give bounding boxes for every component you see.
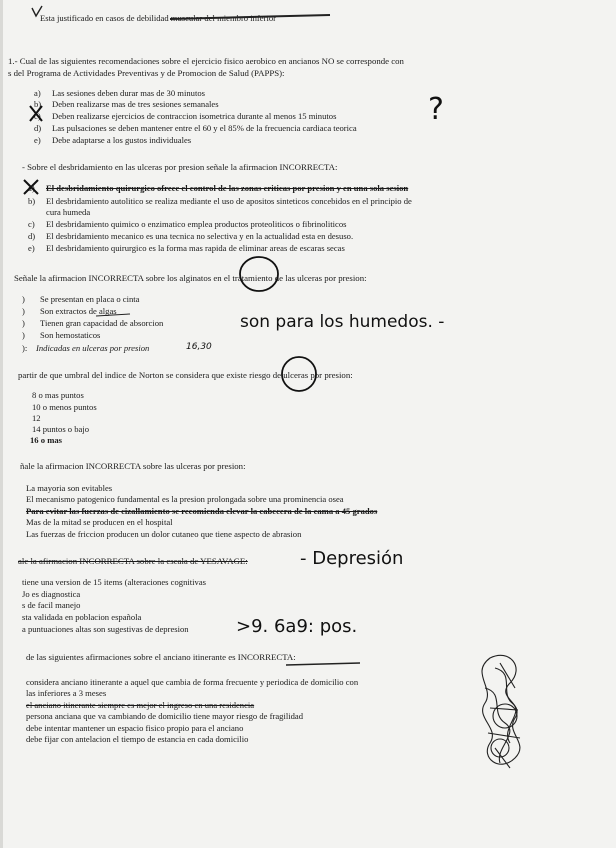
q1-question-mark-annotation: ?	[428, 92, 444, 127]
q3-option-1: Se presentan en placa o cinta	[40, 294, 140, 304]
q3-option-2-mark: )	[22, 306, 25, 316]
q2-option-c-mark: c)	[28, 219, 35, 229]
q6-option-2: Jo es diagnostica	[22, 589, 81, 599]
q3-option-4-mark: )	[22, 330, 25, 340]
q0-check-mark	[32, 6, 42, 16]
q5-option-2: El mecanismo patogenico fundamental es la presion prolongada sobre una prominencia osea	[26, 494, 344, 504]
q1-option-d: Las pulsaciones se deben mantener entre el 60 y el 85% de la frecuencia cardiaca teorica	[52, 123, 357, 133]
q2-option-b: El desbridamiento autolitico se realiza mediante el uso de apositos sinteticos concebidos en el principio de	[46, 196, 412, 206]
q1-option-a: Las sesiones deben durar mas de 30 minutos	[52, 88, 205, 98]
q6-option-4: sta validada en poblacion española	[22, 612, 142, 622]
q2-option-d-mark: d)	[28, 231, 36, 241]
q7-underline	[286, 663, 360, 665]
q7-option-1-cont: las inferiores a 3 meses	[26, 688, 107, 698]
q5-option-3: Para evitar las fuerzas de cizallamiento se recomienda elevar la cabecera de la cama a 45 grados	[26, 506, 378, 516]
q1-stem-1: 1.- Cual de las siguientes recomendaciones sobre el ejercicio fisico aerobico en ancianos NO se corresponde con	[8, 56, 404, 66]
q2-option-c: El desbridamiento quimico o enzimatico emplea productos proteoliticos o fibrinoliticos	[46, 219, 347, 229]
q1-option-e-mark: e)	[34, 135, 41, 145]
q3-option-5: Indicadas en ulceras por presion	[36, 343, 150, 353]
q2-option-b-cont: cura humeda	[46, 207, 91, 217]
q4-option-5: 16 o mas	[30, 435, 62, 445]
q0-line: Esta justificado en casos de debilidad muscular del miembro inferior	[40, 13, 277, 23]
q2-option-a-cross	[24, 180, 38, 194]
q3-underline	[96, 314, 130, 316]
q1-stem-2: s del Programa de Actividades Preventivas y de Promocion de Salud (PAPPS):	[8, 68, 285, 78]
q3-option-3: Tienen gran capacidad de absorcion	[40, 318, 164, 328]
q0-strike-line	[170, 15, 330, 19]
q6-option-1: tiene una version de 15 items (alteraciones cognitivas	[22, 577, 206, 587]
q6-stem: ale la afirmacion INCORRECTA sobre la escala de YESAVAGE:	[18, 556, 248, 566]
q2-option-a: El desbridamiento quirurgico ofrece el control de las zonas criticas por presion y en una sola sesion	[46, 183, 409, 193]
q6-handwritten-annotation: - Depresión	[300, 548, 404, 569]
q2-option-d: El desbridamiento mecanico es una tecnica no selectiva y en la actualidad esta en desuso.	[46, 231, 354, 241]
q3-option-1-mark: )	[22, 294, 25, 304]
q3-option-2: Son extractos de algas	[40, 306, 117, 316]
q3-alginatos-circle	[240, 257, 278, 291]
q3-stem: Señale la afirmacion INCORRECTA sobre los alginatos en el tratamiento de las ulceras por presion:	[14, 273, 367, 283]
q1-option-d-mark: d)	[34, 123, 42, 133]
q2-option-b-mark: b)	[28, 196, 36, 206]
q2-option-a-mark: a)	[28, 183, 35, 193]
q7-option-5: debe fijar con antelacion el tiempo de estancia en cada domicilio	[26, 734, 249, 744]
q5-stem: ñale la afirmacion INCORRECTA sobre las ulceras por presion:	[20, 461, 246, 471]
q3-scrawl: 16,30	[186, 342, 212, 352]
q3-option-4: Son hemostaticos	[40, 330, 101, 340]
q7-option-3: persona anciana que va cambiando de domicilio tiene mayor riesgo de fragilidad	[26, 711, 304, 721]
q1-option-c-cross	[30, 106, 42, 121]
q1-option-c-mark: c)	[34, 111, 41, 121]
q2-option-e: El desbridamiento quirurgico es la forma mas rapida de eliminar areas de escaras secas	[46, 243, 345, 253]
q3-option-5-mark: ):	[22, 343, 28, 353]
q7-option-1: considera anciano itinerante a aquel que cambia de forma frecuente y periodica de domicilio con	[26, 677, 359, 687]
q4-option-3: 12	[32, 413, 41, 423]
q1-option-b-mark: b)	[34, 99, 42, 109]
q4-riesgo-circle	[282, 357, 316, 391]
q6-option-5: a puntuaciones altas son sugestivas de depresion	[22, 624, 189, 634]
q7-stem: de las siguientes afirmaciones sobre el anciano itinerante es INCORRECTA:	[26, 652, 296, 662]
q3-option-3-mark: )	[22, 318, 25, 328]
q4-option-1: 8 o mas puntos	[32, 390, 84, 400]
q4-stem: partir de que umbral del indice de Norton se considera que existe riesgo de ulceras por presion:	[18, 370, 353, 380]
q5-option-4: Mas de la mitad se producen en el hospital	[26, 517, 173, 527]
scribble-blot	[470, 648, 540, 778]
q4-option-4: 14 puntos o bajo	[32, 424, 90, 434]
q1-option-e: Debe adaptarse a los gustos individuales	[52, 135, 192, 145]
q1-option-c: Deben realizarse ejercicios de contraccion isometrica durante al menos 15 minutos	[52, 111, 337, 121]
q6-handwritten-score-note: >9. 6a9: pos.	[236, 616, 358, 637]
q7-option-2: el anciano itinerante siempre es mejor el ingreso en una residencia	[26, 700, 255, 710]
q1-option-b: Deben realizarse mas de tres sesiones semanales	[52, 99, 219, 109]
q2-option-e-mark: e)	[28, 243, 35, 253]
q1-option-a-mark: a)	[34, 88, 41, 98]
q2-stem: - Sobre el desbridamiento en las ulceras por presion señale la afirmacion INCORRECTA:	[22, 162, 338, 172]
q3-handwritten-annotation: son para los humedos. -	[240, 312, 445, 332]
q5-option-5: Las fuerzas de friccion producen un dolor cutaneo que tiene aspecto de abrasion	[26, 529, 302, 539]
q4-option-2: 10 o menos puntos	[32, 402, 97, 412]
q5-option-1: La mayoria son evitables	[26, 483, 113, 493]
q6-option-3: s de facil manejo	[22, 600, 81, 610]
q7-option-4: debe intentar mantener un espacio fisico propio para el anciano	[26, 723, 244, 733]
